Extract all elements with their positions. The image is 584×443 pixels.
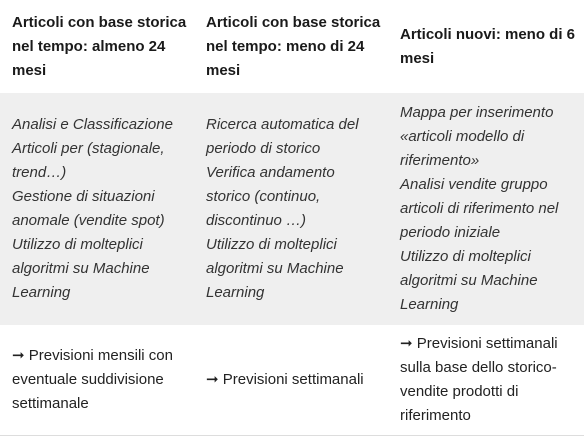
forecast-cell-new-articles xyxy=(388,325,584,435)
header-text: Articoli nuovi: meno di 6 mesi xyxy=(400,25,576,67)
forecast-text: ➞ Previsioni mensili con eventuale suddivisione settimanale xyxy=(12,347,173,412)
header-text: Articoli con base storica nel tempo: almeno 24 mesi xyxy=(12,13,187,79)
header-cell-24-months xyxy=(0,0,194,93)
method-item: Utilizzo di molteplici algoritmi su Machine Learning xyxy=(400,248,538,313)
method-item: Utilizzo di molteplici algoritmi su Machine Learning xyxy=(206,236,344,301)
method-item: Analisi e Classificazione Articoli per (stagionale, trend…) xyxy=(12,116,173,181)
forecast-cell-under-24-months xyxy=(194,325,388,435)
method-item: Mappa per inserimento «articoli modello di riferimento» xyxy=(400,104,554,169)
methods-cell-new-articles xyxy=(388,93,584,325)
method-item: Verifica andamento storico (continuo, discontinuo …) xyxy=(206,164,335,229)
methods-row xyxy=(0,93,584,325)
method-item: Gestione di situazioni anomale (vendite spot) xyxy=(12,188,165,229)
method-item: Ricerca automatica del periodo di storico xyxy=(206,116,359,157)
header-text: Articoli con base storica nel tempo: meno di 24 mesi xyxy=(206,13,381,79)
header-cell-under-24-months xyxy=(194,0,388,93)
forecast-text: ➞ Previsioni settimanali sulla base dello storico-vendite prodotti di riferimento xyxy=(400,335,558,424)
header-row xyxy=(0,0,584,93)
forecast-text: ➞ Previsioni settimanali xyxy=(206,371,364,388)
forecast-cell-24-months xyxy=(0,325,194,435)
forecast-row xyxy=(0,325,584,436)
method-item: Analisi vendite gruppo articoli di riferimento nel periodo iniziale xyxy=(400,176,559,241)
methods-cell-24-months xyxy=(0,93,194,325)
methods-cell-under-24-months xyxy=(194,93,388,325)
method-item: Utilizzo di molteplici algoritmi su Machine Learning xyxy=(12,236,150,301)
header-cell-new-articles xyxy=(388,0,584,93)
